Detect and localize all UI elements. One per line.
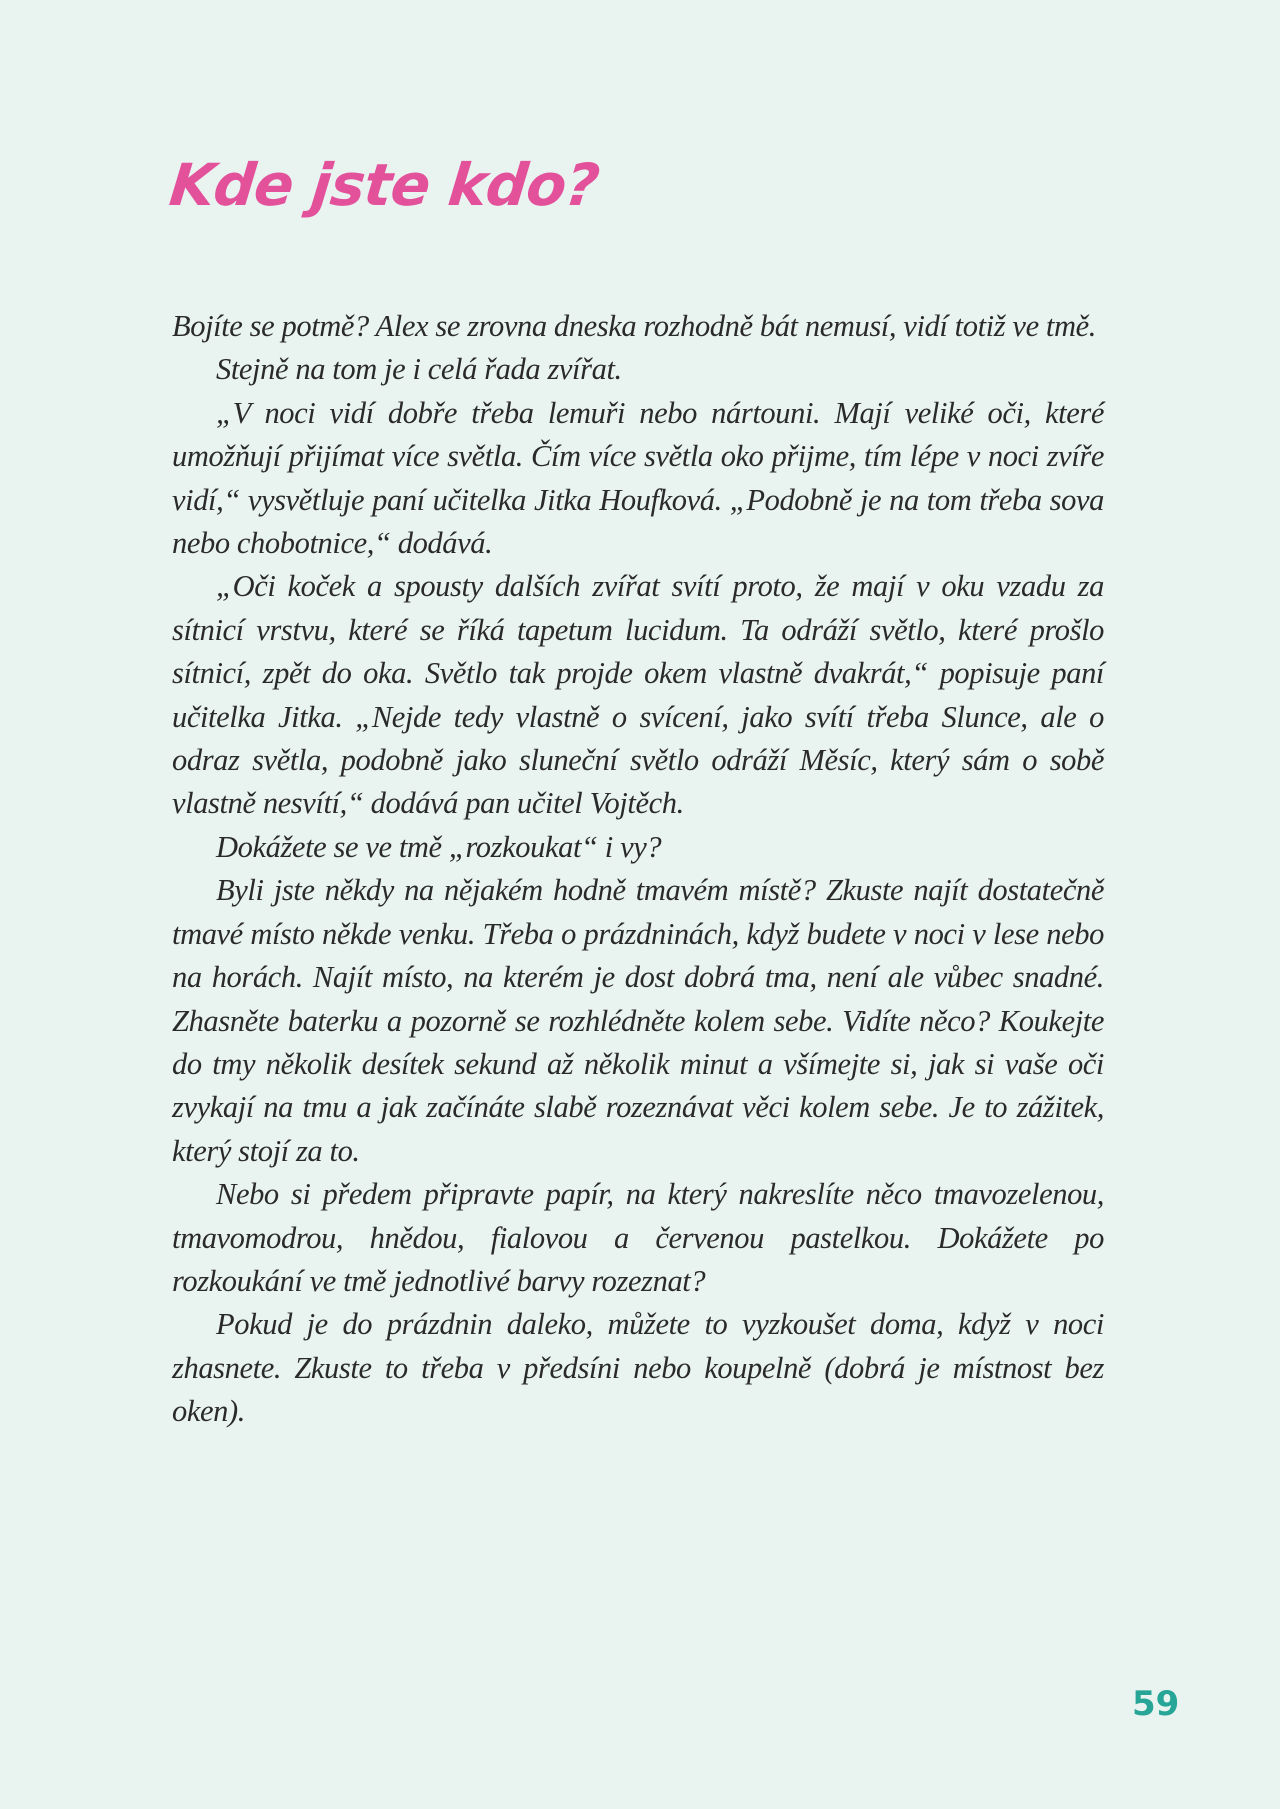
paragraph: Byli jste někdy na nějakém hodně tmavém místě? Zkuste najít dostatečně tmavé místo někde venku. Třeba o prázdninách, když budete v noci v lese nebo na horách. Najít místo, na kterém je dost dobrá tma, není ale vůbec snadné. Zhasněte baterku a pozorně se rozhlédněte kolem sebe. Vidíte něco? Koukejte do tmy několik desítek sekund až několik minut a všímejte si, jak si vaše oči zvykají na tmu a jak začínáte slabě rozeznávat věci kolem sebe. Je to zážitek, který stojí za to.	[172, 873, 1104, 1168]
paragraph: Pokud je do prázdnin daleko, můžete to vyzkoušet doma, když v noci zhasnete. Zkuste to třeba v předsíni nebo koupelně (dobrá je místnost bez oken).	[172, 1307, 1104, 1429]
paragraph: „Oči koček a spousty dalších zvířat svítí proto, že mají v oku vzadu za sítnicí vrstvu, které se říká tapetum lucidum. Ta odráží světlo, které prošlo sítnicí, zpět do oka. Světlo tak projde okem vlastně dvakrát,“ popisuje paní učitelka Jitka. „Nejde tedy vlastně o svícení, jako svítí třeba Slunce, ale o odraz světla, podobně jako sluneční světlo odráží Měsíc, který sám o sobě vlastně nesvítí,“ dodává pan učitel Vojtěch.	[172, 569, 1104, 821]
paragraph: Nebo si předem připravte papír, na který nakreslíte něco tmavozelenou, tmavomodrou, hnědou, fialovou a červenou pastelkou. Dokážete po rozkoukání ve tmě jednotlivé barvy rozeznat?	[172, 1177, 1104, 1298]
article-body	[172, 305, 1104, 1434]
paragraph: Dokážete se ve tmě „rozkoukat“ i vy?	[216, 829, 662, 864]
page-title: Kde jste kdo?	[166, 151, 602, 219]
paragraph: Stejně na tom je i celá řada zvířat.	[216, 352, 622, 387]
page-number: 59	[1132, 1684, 1180, 1724]
paragraph: Bojíte se potmě? Alex se zrovna dneska rozhodně bát nemusí, vidí totiž ve tmě.	[172, 309, 1096, 343]
paragraph: „V noci vidí dobře třeba lemuři nebo nártouni. Mají veliké oči, které umožňují přijímat více světla. Čím více světla oko přijme, tím lépe v noci zvíře vidí,“ vysvětluje paní učitelka Jitka Houfková. „Podobně je na tom třeba sova nebo chobotnice,“ dodává.	[172, 395, 1104, 561]
